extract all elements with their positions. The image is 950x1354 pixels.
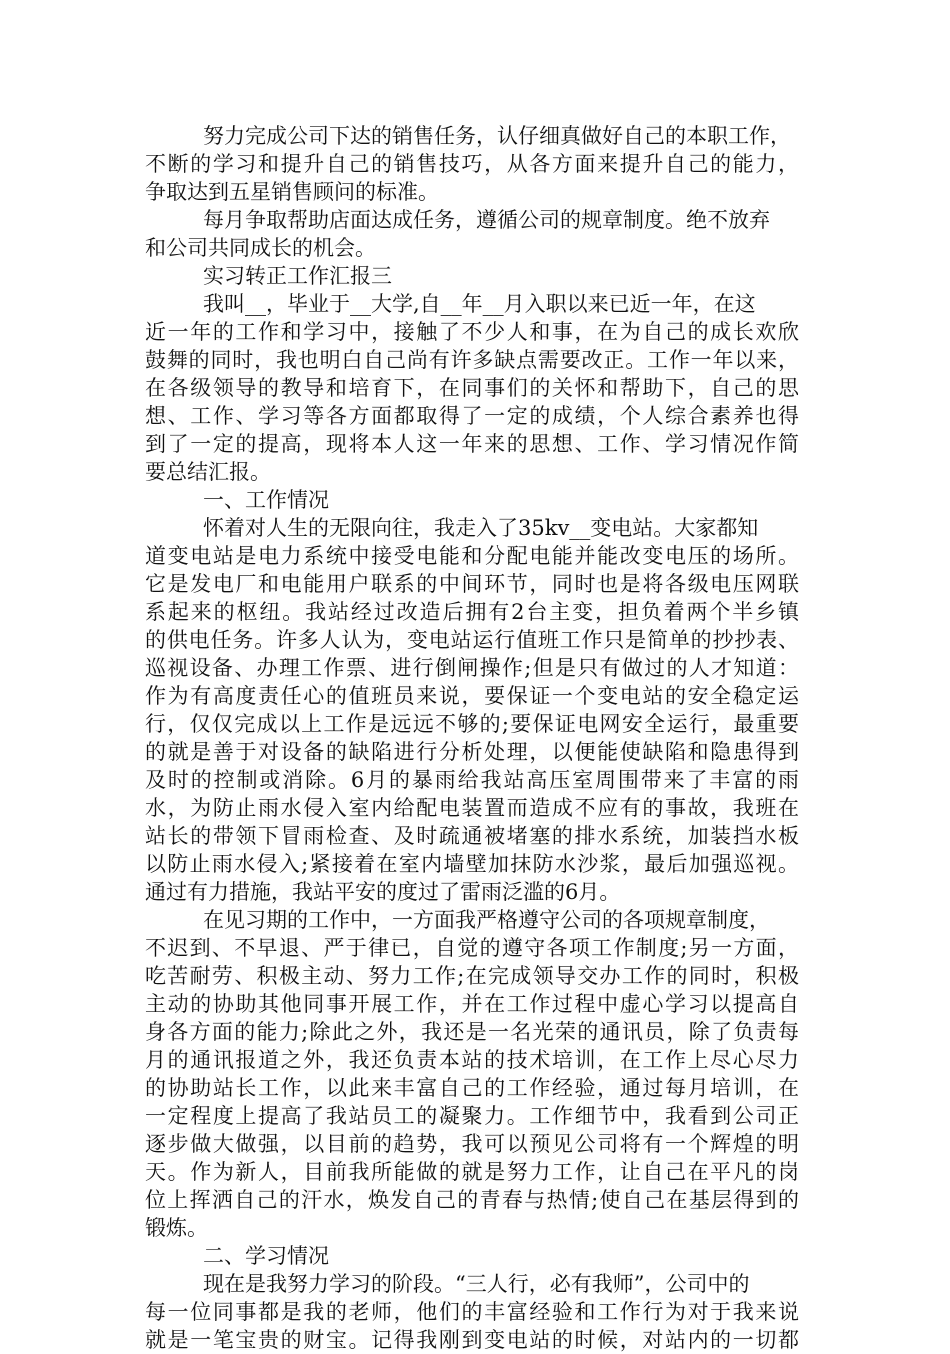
text-line: 道变电站是电力系统中接受电能和分配电能并能改变电压的场所。 bbox=[145, 544, 799, 568]
text-line: 以防止雨水侵入;紧接着在室内墙壁加抹防水沙浆，最后加强巡视。 bbox=[145, 852, 799, 876]
text-line: 近一年的工作和学习中，接触了不少人和事，在为自己的成长欢欣 bbox=[145, 320, 799, 344]
text-line: 在各级领导的教导和培育下，在同事们的关怀和帮助下，自己的思 bbox=[145, 376, 799, 400]
text-line: 的就是善于对设备的缺陷进行分析处理，以便能使缺陷和隐患得到 bbox=[145, 740, 799, 764]
text-line: 位上挥洒自己的汗水，焕发自己的青春与热情;使自己在基层得到的 bbox=[145, 1188, 799, 1212]
text-line: 想、工作、学习等各方面都取得了一定的成绩，个人综合素养也得 bbox=[145, 404, 799, 428]
text-line: 鼓舞的同时，我也明白自己尚有许多缺点需要改正。工作一年以来， bbox=[145, 348, 799, 372]
text-line: 天。作为新人，目前我所能做的就是努力工作，让自己在平凡的岗 bbox=[145, 1160, 799, 1184]
text-line: 水，为防止雨水侵入室内给配电装置而造成不应有的事故，我班在 bbox=[145, 796, 799, 820]
text-line: 和公司共同成长的机会。 bbox=[145, 236, 376, 260]
text-line: 巡视设备、办理工作票、进行倒闸操作;但是只有做过的人才知道： bbox=[145, 656, 799, 680]
text-line: 月的通讯报道之外，我还负责本站的技术培训，在工作上尽心尽力 bbox=[145, 1048, 799, 1072]
text-line: 行，仅仅完成以上工作是远远不够的;要保证电网安全运行，最重要 bbox=[145, 712, 799, 736]
text-line: 就是一笔宝贵的财宝。记得我刚到变电站的时候，对站内的一切都 bbox=[145, 1328, 799, 1352]
text-line: 系起来的枢纽。我站经过改造后拥有2台主变，担负着两个半乡镇 bbox=[145, 600, 799, 624]
text-line: 通过有力措施，我站平安的度过了雷雨泛滥的6月。 bbox=[145, 880, 621, 904]
text-line: 吃苦耐劳、积极主动、努力工作;在完成领导交办工作的同时，积极 bbox=[145, 964, 799, 988]
text-line: 不迟到、不早退、严于律已，自觉的遵守各项工作制度;另一方面， bbox=[145, 936, 799, 960]
text-line: 的协助站长工作，以此来丰富自己的工作经验，通过每月培训，在 bbox=[145, 1076, 799, 1100]
text-line: 现在是我努力学习的阶段。“三人行，必有我师”，公司中的 bbox=[203, 1272, 750, 1296]
text-line: 争取达到五星销售顾问的标准。 bbox=[145, 180, 439, 204]
text-line: 它是发电厂和电能用户联系的中间环节，同时也是将各级电压网联 bbox=[145, 572, 799, 596]
text-line: 一、工作情况 bbox=[203, 488, 329, 512]
document-page bbox=[145, 122, 815, 1354]
text-line: 锻炼。 bbox=[145, 1216, 208, 1240]
text-line: 及时的控制或消除。6月的暴雨给我站高压室周围带来了丰富的雨 bbox=[145, 768, 799, 792]
text-line: 的供电任务。许多人认为，变电站运行值班工作只是简单的抄抄表、 bbox=[145, 628, 799, 652]
text-line: 怀着对人生的无限向往，我走入了35kv__变电站。大家都知 bbox=[203, 516, 759, 540]
text-line: 站长的带领下冒雨检查、及时疏通被堵塞的排水系统，加装挡水板 bbox=[145, 824, 799, 848]
text-line: 每月争取帮助店面达成任务，遵循公司的规章制度。绝不放弃 bbox=[203, 208, 770, 232]
text-line: 努力完成公司下达的销售任务，认仔细真做好自己的本职工作， bbox=[203, 124, 791, 148]
text-line: 要总结汇报。 bbox=[145, 460, 271, 484]
text-line: 作为有高度责任心的值班员来说，要保证一个变电站的安全稳定运 bbox=[145, 684, 799, 708]
text-line: 在见习期的工作中，一方面我严格遵守公司的各项规章制度， bbox=[203, 908, 770, 932]
text-line: 实习转正工作汇报三 bbox=[203, 264, 392, 288]
text-line: 我叫__，毕业于__大学,自__年__月入职以来已近一年，在这 bbox=[203, 292, 756, 316]
text-line: 到了一定的提高，现将本人这一年来的思想、工作、学习情况作简 bbox=[145, 432, 799, 456]
text-line: 每一位同事都是我的老师，他们的丰富经验和工作行为对于我来说 bbox=[145, 1300, 799, 1324]
text-line: 不断的学习和提升自己的销售技巧，从各方面来提升自己的能力， bbox=[145, 152, 799, 176]
text-line: 二、学习情况 bbox=[203, 1244, 329, 1268]
text-line: 一定程度上提高了我站员工的凝聚力。工作细节中，我看到公司正 bbox=[145, 1104, 799, 1128]
text-line: 逐步做大做强，以目前的趋势，我可以预见公司将有一个辉煌的明 bbox=[145, 1132, 799, 1156]
text-line: 主动的协助其他同事开展工作，并在工作过程中虚心学习以提高自 bbox=[145, 992, 799, 1016]
text-line: 身各方面的能力;除此之外，我还是一名光荣的通讯员，除了负责每 bbox=[145, 1020, 799, 1044]
